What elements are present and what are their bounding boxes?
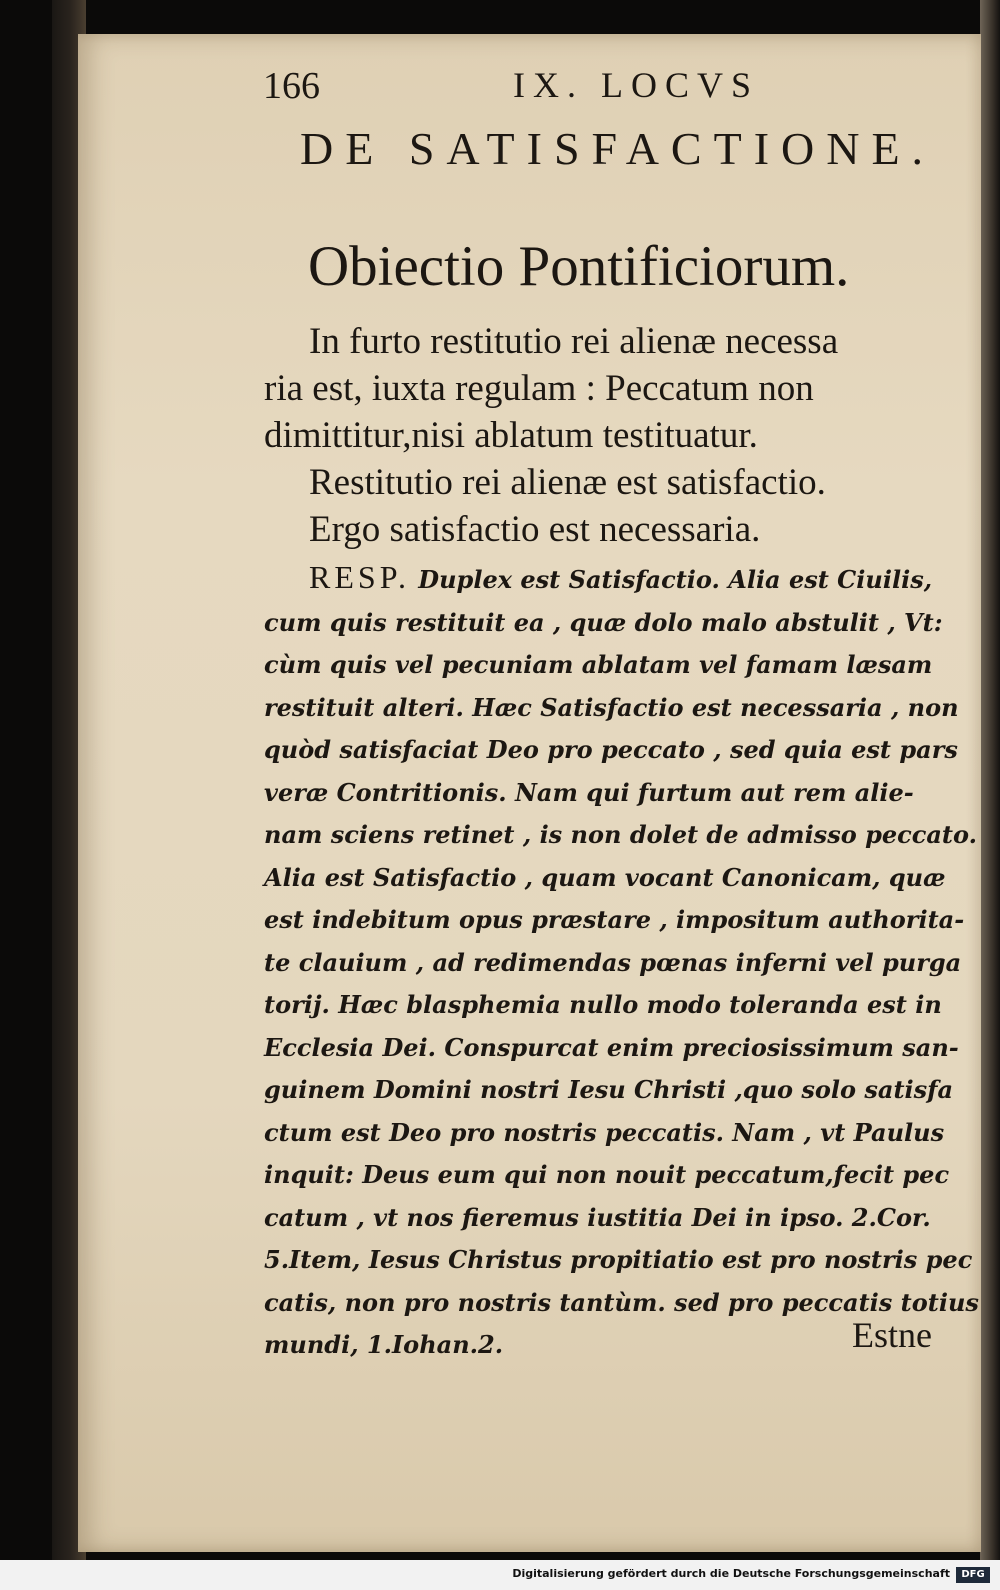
text-line: guinem Domini nostri Iesu Christi ,quo solo satisfa <box>264 1075 954 1104</box>
text-line: Ecclesia Dei. Conspurcat enim preciosissimum san- <box>264 1032 959 1062</box>
response-first-line <box>264 556 964 602</box>
objection-text <box>264 318 964 553</box>
text-line: catis, non pro nostris tantùm. sed pro peccatis totius <box>264 1287 979 1317</box>
text-line: ctum est Deo pro nostris peccatis. Nam , vt Paulus <box>264 1117 945 1147</box>
text-line: mundi, 1.Iohan.2. <box>264 1330 504 1359</box>
text-line: est indebitum opus præstare , impositum authorita- <box>264 905 965 934</box>
catchword: Estne <box>852 1315 932 1355</box>
page-number: 166 <box>263 65 320 107</box>
footer-credit: Digitalisierung gefördert durch die Deutsche Forschungsgemeinschaft <box>512 1567 950 1580</box>
text-line: cum quis restituit ea , quæ dolo malo abstulit , Vt: <box>264 607 943 637</box>
text-line: Alia est Satisfactio , quam vocant Canonicam, quæ <box>264 862 946 892</box>
text-line: cùm quis vel pecuniam ablatam vel famam læsam <box>264 650 933 679</box>
text-line: 5.Item, Iesus Christus propitiatio est pro nostris pec <box>264 1245 973 1274</box>
response-label: RESP. <box>309 559 410 595</box>
objection-heading: Obiectio Pontificiorum. <box>308 235 850 298</box>
text-line: te clauium , ad redimendas pœnas inferni vel purga <box>264 947 962 977</box>
section-title: DE SATISFACTIONE. <box>300 123 936 174</box>
running-title: IX. LOCVS <box>513 65 760 105</box>
response-text <box>264 556 979 1367</box>
footer-bar <box>0 1560 1000 1590</box>
text-line: In furto restitutio rei alienæ necessa <box>309 321 839 362</box>
text-line: nam sciens retinet , is non dolet de admisso peccato. <box>264 820 977 849</box>
text-line: catum , vt nos fieremus iustitia Dei in ipso. 2.Cor. <box>264 1202 931 1232</box>
text-line: restituit alteri. Hæc Satisfactio est necessaria , non <box>264 692 959 722</box>
text-line: veræ Contritionis. Nam qui furtum aut rem alie- <box>264 777 914 807</box>
text-line: Duplex est Satisfactio. Alia est Ciuilis, <box>418 565 933 594</box>
book-page <box>78 34 981 1552</box>
text-line: quòd satisfaciat Deo pro peccato , sed quia est pars <box>264 735 958 764</box>
text-line: inquit: Deus eum qui non nouit peccatum,fecit pec <box>264 1160 950 1189</box>
text-line: ria est, iuxta regulam : Peccatum non <box>264 368 814 409</box>
page-header <box>263 64 963 114</box>
dfg-logo: DFG <box>956 1567 990 1583</box>
text-line: dimittitur,nisi ablatum testituatur. <box>264 415 758 456</box>
text-line: torij. Hæc blasphemia nullo modo toleranda est in <box>264 990 942 1019</box>
text-line: Ergo satisfactio est necessaria. <box>309 509 761 550</box>
text-line: Restitutio rei alienæ est satisfactio. <box>309 462 826 503</box>
